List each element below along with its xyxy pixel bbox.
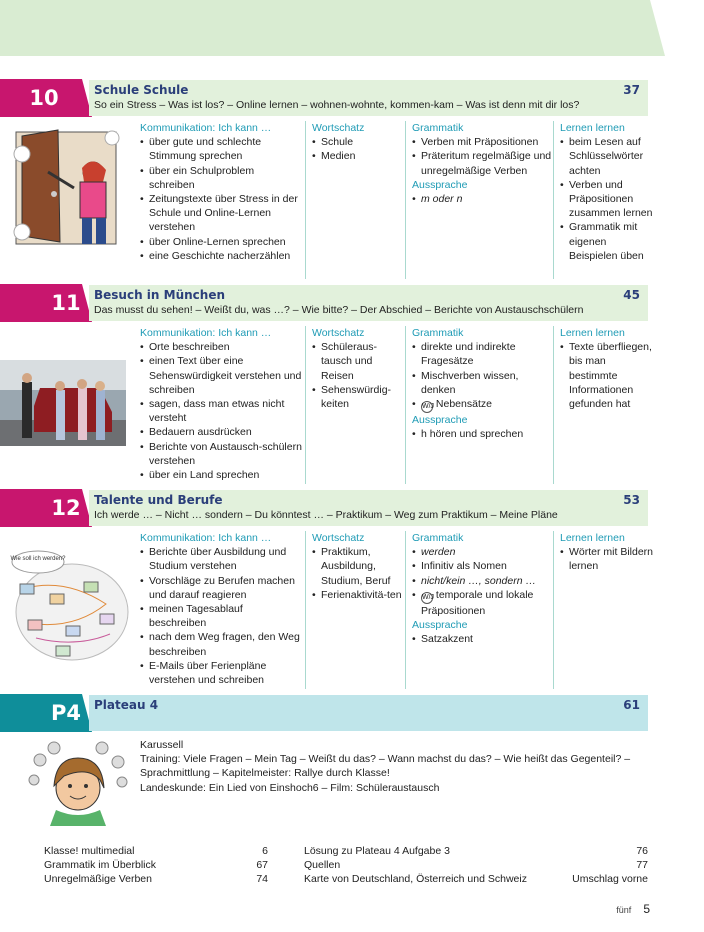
unit-header [89,80,648,116]
plateau-illustration [28,740,128,826]
footer-page: 77 [636,859,648,872]
list-item: • Verben und Präpositionen zusammen lernen [560,178,656,221]
kommunikation-heading: Kommunikation: Ich kann … [140,327,272,339]
page-digit: 5 [643,902,650,916]
unit-page: 45 [623,288,640,302]
kommunikation-column [136,326,302,482]
speech-bubble-text: Wie soll ich werden? [10,556,66,562]
list-item: • eine Geschichte nacherzählen [140,249,302,263]
list-item: • Zeitungstexte über Stress in der Schule und Online-Lernen verstehen [140,192,302,235]
list-item: • werden [412,545,552,559]
list-item: • Berichte über Ausbildung und Studium verstehen [140,545,302,573]
list-item: • Mischverben wissen, denken [412,369,552,397]
unit-title: Talente und Berufe [94,493,223,507]
list-item: • Orte beschreiben [140,340,302,354]
unit-header [89,285,648,321]
list-item: • über ein Schulproblem schreiben [140,164,302,192]
wortschatz-column [308,326,404,411]
column-divider [405,326,406,484]
wortschatz-heading: Wortschatz [312,122,365,134]
plateau-header [89,695,648,731]
kommunikation-column [136,531,302,687]
column-divider [553,531,554,689]
list-item [412,588,552,618]
top-band [0,0,704,56]
unit-page: 37 [623,83,640,97]
list-item: • beim Lesen auf Schlüsselwörter achten [560,135,656,178]
footer-label: Unregelmäßige Verben [44,873,152,886]
list-item: • Bedauern ausdrücken [140,425,302,439]
footer-right [304,844,648,887]
unit-10-illustration [8,124,126,250]
unit-title: Schule Schule [94,83,189,97]
footer-row [304,872,648,886]
column-divider [305,121,306,279]
list-item: • Vorschläge zu Berufen machen und darauf reagieren [140,574,302,602]
unit-number: 11 [51,291,81,315]
lernen-column [556,531,656,574]
list-item: • nach dem Weg fragen, den Weg beschreiben [140,630,302,658]
grammatik-column [408,326,552,441]
footer-row [44,844,268,858]
plateau-content [136,738,656,795]
wortschatz-column [308,121,404,164]
column-divider [553,326,554,484]
wortschatz-heading: Wortschatz [312,532,365,544]
list-item: • Grammatik mit eigenen Beispielen üben [560,220,656,263]
footer-row [44,872,268,886]
column-divider [305,326,306,484]
list-item: • Infinitiv als Nomen [412,559,552,573]
unit-number: 12 [51,496,81,520]
grammatik-heading: Grammatik [412,327,464,339]
list-item: • Praktikum, Ausbildung, Studium, Beruf [312,545,404,588]
footer-row [44,858,268,872]
list-item: • Berichte von Austausch-schülern verstehen [140,440,302,468]
unit-header [89,490,648,526]
wortschatz-heading: Wortschatz [312,327,365,339]
aussprache-heading: Aussprache [412,178,468,191]
lernen-heading: Lernen lernen [560,122,625,134]
plateau-title: Plateau 4 [94,698,159,712]
footer-label: Quellen [304,859,341,872]
list-item: • Ferienaktivitä-ten [312,588,404,602]
unit-12-mindmap [6,548,130,668]
plateau-number: P4 [50,701,81,725]
wh-question-icon: W/J [421,401,433,413]
list-item: • sagen, dass man etwas nicht versteht [140,397,302,425]
aussprache-heading: Aussprache [412,619,468,632]
kommunikation-column [136,121,302,263]
unit-title: Besuch in München [94,288,226,302]
column-divider [405,531,406,689]
footer-page: 76 [636,845,648,857]
list-item-text: temporale und lokale Präpositionen [421,588,534,617]
unit-number: 10 [29,86,59,110]
list-item: • über gute und schlechte Stimmung sprechen [140,135,302,163]
wh-question-icon: W/J [421,592,433,604]
grammatik-heading: Grammatik [412,122,464,134]
plateau-line: Karussell [140,739,184,751]
list-item: • Satzakzent [412,632,552,646]
footer-label: Karte von Deutschland, Österreich und Schweiz [304,873,527,886]
footer-left [44,844,268,887]
aussprache-heading: Aussprache [412,414,468,427]
list-item: • E-Mails über Ferienpläne verstehen und schreiben [140,659,302,687]
list-item: • über Online-Lernen sprechen [140,235,302,249]
list-item: • Schüleraus-tausch und Reisen [312,340,404,383]
kommunikation-heading: Kommunikation: Ich kann … [140,532,272,544]
plateau-line: Landeskunde: Ein Lied von Einshoch6 – Film: Schüleraustausch [140,781,440,794]
column-divider [305,531,306,689]
grammatik-column [408,531,552,646]
grammatik-column [408,121,552,206]
unit-subtitle: So ein Stress – Was ist los? – Online lernen – wohnen-wohnte, kommen-kam – Was ist denn mit dir los? [94,99,580,111]
footer-row [304,844,648,858]
list-item: • nicht/kein …, sondern … [412,574,552,588]
list-item [412,397,552,413]
plateau-line: Training: Viele Fragen – Mein Tag – Weißt du das? – Wann machst du das? – Wie heißt das Gegenteil? – [140,753,631,766]
lernen-heading: Lernen lernen [560,327,625,339]
list-item: • meinen Tagesablauf beschreiben [140,602,302,630]
unit-subtitle: Das musst du sehen! – Weißt du, was …? – Wie bitte? – Der Abschied – Berichte von Austauschschülern [94,304,584,316]
footer-label: Klasse! multimedial [44,845,135,857]
column-divider [405,121,406,279]
page-number [616,902,650,916]
list-item: • Verben mit Präpositionen [412,135,552,149]
list-item: • Schule [312,135,404,149]
list-item: • Texte überfliegen, bis man bestimmte Informationen gefunden hat [560,340,656,411]
list-item: • Präteritum regelmäßige und unregelmäßige Verben [412,149,552,177]
list-item: • m oder n [412,192,552,206]
plateau-page: 61 [623,698,640,712]
footer-page: 74 [256,873,268,886]
unit-page: 53 [623,493,640,507]
list-item: • Wörter mit Bildern lernen [560,545,656,573]
lernen-column [556,121,656,263]
list-item: • Sehenswürdig-keiten [312,383,404,411]
list-item: • h hören und sprechen [412,427,552,441]
footer-page: 67 [256,859,268,872]
list-item: • einen Text über eine Sehenswürdigkeit verstehen und schreiben [140,354,302,397]
column-divider [553,121,554,279]
wortschatz-column [308,531,404,602]
kommunikation-heading: Kommunikation: Ich kann … [140,122,272,134]
list-item: • Medien [312,149,404,163]
lernen-heading: Lernen lernen [560,532,625,544]
lernen-column [556,326,656,411]
footer-label: Grammatik im Überblick [44,859,157,872]
footer-page: 6 [262,845,268,857]
list-item: • über ein Land sprechen [140,468,302,482]
list-item-text: Nebensätze [435,398,492,411]
unit-11-photo [0,360,126,446]
list-item: • direkte und indirekte Fragesätze [412,340,552,368]
page-word: fünf [616,905,632,915]
footer-row [304,858,648,872]
footer-page: Umschlag vorne [572,873,648,886]
grammatik-heading: Grammatik [412,532,464,544]
footer-label: Lösung zu Plateau 4 Aufgabe 3 [304,845,450,857]
unit-subtitle: Ich werde … – Nicht … sondern – Du könntest … – Praktikum – Weg zum Praktikum – Meine Pläne [94,509,558,521]
plateau-line: Sprachmittlung – Kapitelmeister: Rallye durch Klasse! [140,767,390,780]
